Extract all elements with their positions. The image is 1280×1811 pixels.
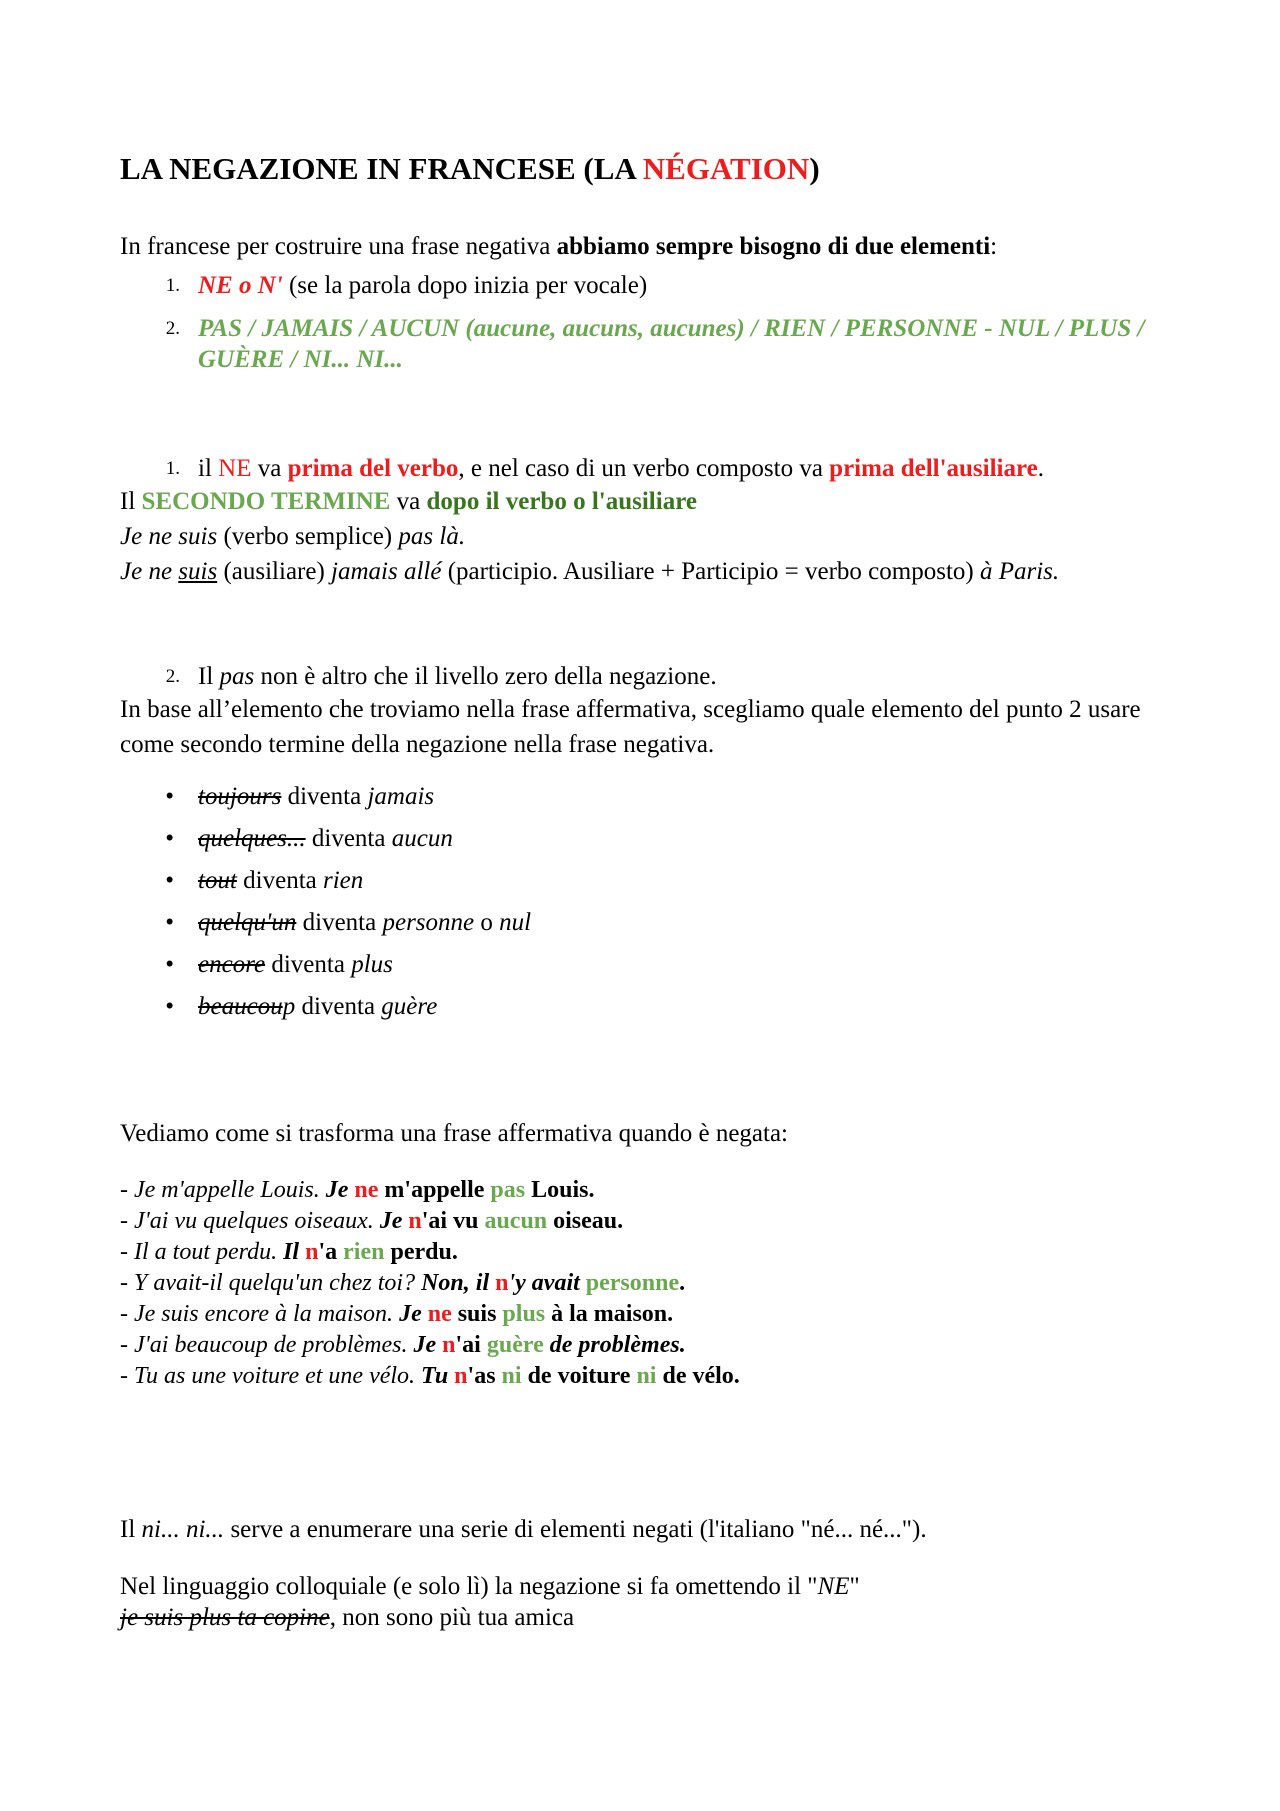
example-line: - J'ai beaucoup de problèmes. Je n'ai guère de problèmes.	[120, 1332, 686, 1359]
point-2: 2. Il pas non è altro che il livello zero della negazione.	[165, 663, 717, 691]
colloquial-paragraph: Nel linguaggio colloquiale (e solo lì) la negazione si fa omettendo il "NE" je suis plus ta copine, non sono più tua amica	[120, 1573, 860, 1632]
title-text: LA NEGAZIONE IN FRANCESE (LA	[120, 151, 643, 186]
list-item: • quelqu'un diventa personne o nul	[165, 909, 532, 937]
list-item: 1. NE o N' (se la parola dopo inizia per vocale)	[165, 272, 648, 300]
example-simple-verb: Je ne suis (verbo semplice) pas là.	[120, 523, 466, 551]
intro-paragraph: In francese per costruire una frase negativa abbiamo sempre bisogno di due elementi:	[120, 233, 998, 261]
list-item: 2. PAS / JAMAIS / AUCUN (aucune, aucuns, aucunes) / RIEN / PERSONNE - NUL / PLUS / GUÈRE / NI... NI...	[165, 315, 1145, 374]
examples-block	[120, 1175, 1160, 1392]
example-line: - Il a tout perdu. Il n'a rien perdu.	[120, 1239, 458, 1266]
list-item: • tout diventa rien	[165, 867, 364, 895]
list-item: • beaucoup diventa guère	[165, 993, 438, 1021]
example-line: - Je m'appelle Louis. Je ne m'appelle pas Louis.	[120, 1177, 595, 1204]
second-term-line: Il SECONDO TERMINE va dopo il verbo o l'ausiliare	[120, 488, 697, 516]
examples-intro: Vediamo come si trasforma una frase affermativa quando è negata:	[120, 1120, 789, 1148]
example-line: - Tu as une voiture et une vélo. Tu n'as ni de voiture ni de vélo.	[120, 1363, 740, 1390]
elements-list	[120, 270, 1160, 375]
example-line: - Y avait-il quelqu'un chez toi? Non, il n'y avait personne.	[120, 1270, 686, 1297]
nini-paragraph: Il ni... ni... serve a enumerare una serie di elementi negati (l'italiano "né... né...").	[120, 1516, 927, 1544]
example-line: - Je suis encore à la maison. Je ne suis plus à la maison.	[120, 1301, 674, 1328]
page-title	[120, 150, 1160, 187]
list-item: • encore diventa plus	[165, 951, 393, 979]
transform-list	[120, 776, 1160, 1028]
document-content	[120, 150, 1160, 1633]
point-1: 1. il NE va prima del verbo, e nel caso di un verbo composto va prima dell'ausiliare.	[165, 455, 1044, 483]
point-2-body: In base all’elemento che troviamo nella frase affermativa, scegliamo quale elemento del punto 2 usare come secondo termine della negazione nella frase negativa.	[120, 696, 1141, 759]
example-compound-verb: Je ne suis (ausiliare) jamais allé (participio. Ausiliare + Participio = verbo composto) à Paris.	[120, 558, 1060, 586]
list-item: • toujours diventa jamais	[165, 783, 435, 811]
title-close: )	[809, 151, 820, 186]
list-item: • quelques... diventa aucun	[165, 825, 453, 853]
example-line: - J'ai vu quelques oiseaux. Je n'ai vu aucun oiseau.	[120, 1208, 624, 1235]
title-highlight: NÉGATION	[642, 151, 810, 186]
